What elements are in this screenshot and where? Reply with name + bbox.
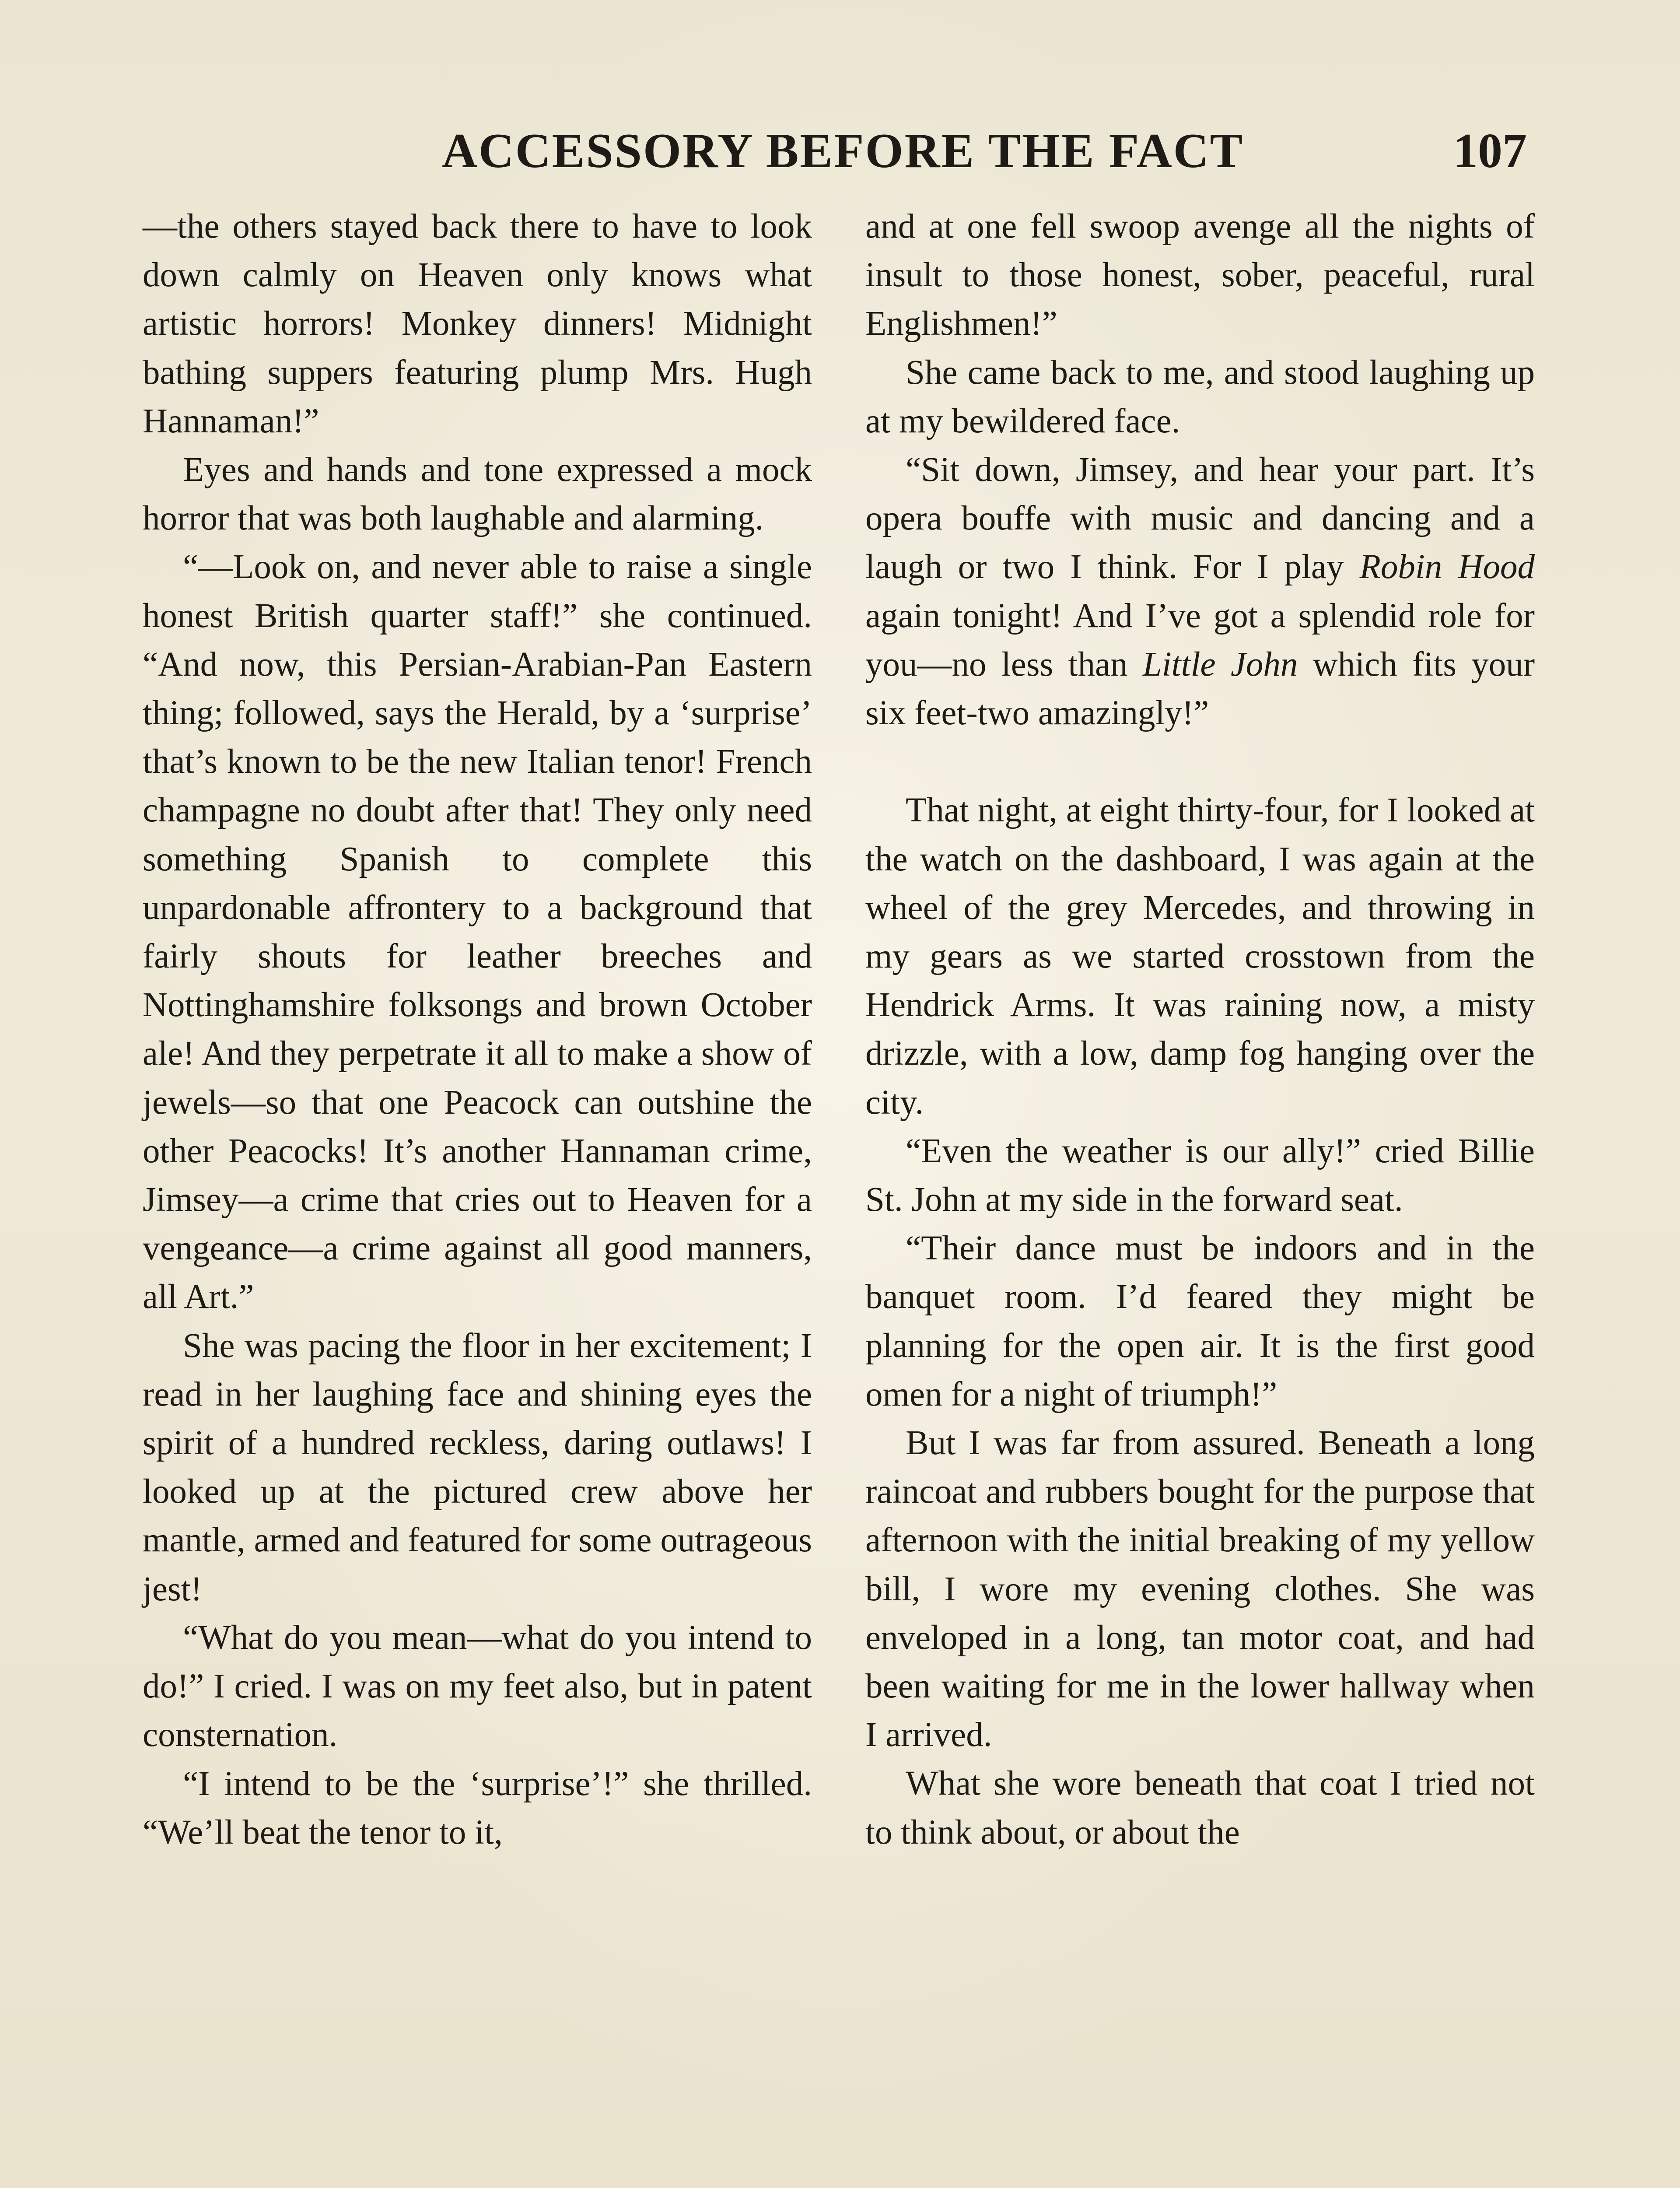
paragraph: Eyes and hands and tone expressed a mock horror that was both laughable and alarming. xyxy=(143,451,812,538)
paragraph: She came back to me, and stood laughing up at my bewildered face. xyxy=(865,353,1535,440)
paragraph: —the others stayed back there to have to look down calmly on Heaven only knows what artistic horrors! Monkey dinners! Midnight bathing suppers featuring plump Mrs. Hugh Hannaman!” xyxy=(143,207,812,440)
paragraph-with-names xyxy=(865,445,1535,737)
right-text-column xyxy=(865,202,1535,1857)
text-run: which fits your six feet-two amazingly!” xyxy=(865,645,1535,733)
paragraph: That night, at eight thirty-four, for I looked at the watch on the dashboard, I was again at the wheel of the grey Mercedes, and throwing in my gears as we started crosstown from the Hendrick Arms. It was raining now, a misty drizzle, with a low, damp fog hanging over the city. xyxy=(865,791,1535,1122)
paragraph: “—Look on, and never able to raise a single honest British quarter staff!” she continued. “And now, this Persian-Arabian-Pan Eastern thing; followed, says the Herald, by a ‘surprise’ that’s known to be the new Italian tenor! French champagne no doubt after that! They only need something Spanish to complete this unpardonable affrontery to a background that fairly shouts for leather breeches and Nottinghamshire folksongs and brown October ale! And they perpetrate it all to make a show of jewels—so that one Peacock can outshine the other Peacocks! It’s another Hannaman crime, Jimsey—a crime that cries out to Heaven for a vengeance—a crime against all good manners, all Art.” xyxy=(143,548,812,1316)
paragraph: She was pacing the floor in her excitement; I read in her laughing face and shining eyes the spirit of a hundred reckless, daring outlaws! I looked up at the pictured crew above her mantle, armed and featured for some outrageous jest! xyxy=(143,1326,812,1608)
paragraph: “What do you mean—what do you intend to do!” I cried. I was on my feet also, but in patent consternation. xyxy=(143,1618,812,1754)
paragraph: “Their dance must be indoors and in the banquet room. I’d feared they might be planning for the open air. It is the first good omen for a night of triumph!” xyxy=(865,1229,1535,1413)
paragraph: “I intend to be the ‘surprise’!” she thrilled. “We’ll beat the tenor to it, xyxy=(143,1764,812,1851)
paragraph: and at one fell swoop avenge all the nights of insult to those honest, sober, peaceful, rural Englishmen!” xyxy=(865,207,1535,343)
text-run: “Sit down, Jimsey, and hear your part. It’s opera bouffe with music and dancing and a laugh or two I think. For I play xyxy=(865,451,1535,586)
paragraph: What she wore beneath that coat I tried not to think about, or about the xyxy=(865,1764,1535,1851)
running-title: ACCESSORY BEFORE THE FACT xyxy=(442,124,1244,178)
left-text-column xyxy=(143,202,812,1857)
page-number: 107 xyxy=(1453,124,1527,178)
page-header xyxy=(144,118,1527,184)
text-run: again tonight! And I’ve got a splendid role for you—no less than xyxy=(865,596,1535,684)
character-name-little-john: Little John xyxy=(1142,645,1298,684)
character-name-robin-hood: Robin Hood xyxy=(1359,548,1535,586)
paragraph: But I was far from assured. Beneath a long raincoat and rubbers bought for the purpose that afternoon with the initial breaking of my yellow bill, I wore my evening clothes. She was enveloped in a long, tan motor coat, and had been waiting for me in the lower hallway when I arrived. xyxy=(865,1424,1535,1754)
paragraph: “Even the weather is our ally!” cried Billie St. John at my side in the forward seat. xyxy=(865,1132,1535,1219)
